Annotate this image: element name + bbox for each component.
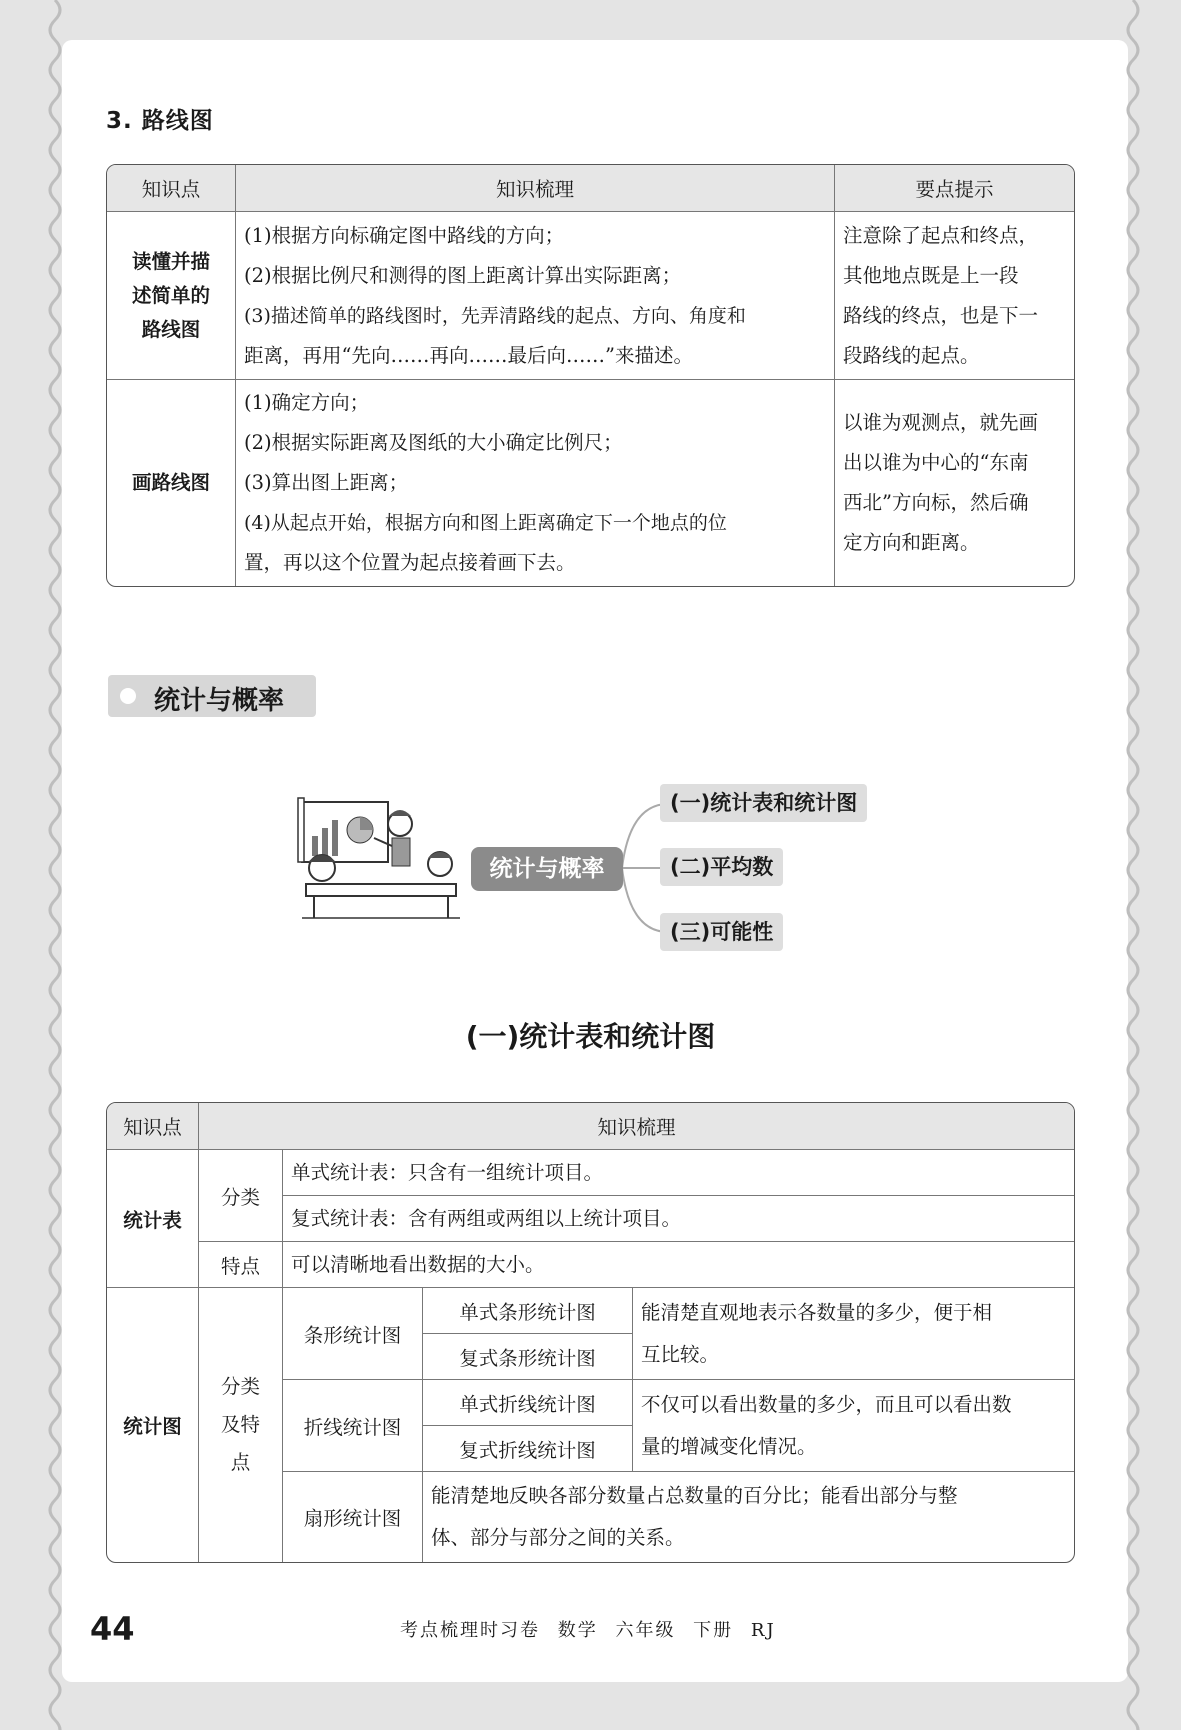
topic-read-route-map: 读懂并描 述简单的 路线图 [107,212,236,380]
statistics-table [106,1102,1075,1563]
single-table-desc: 单式统计表：只含有一组统计项目。 [283,1150,1074,1196]
header-key-tips: 要点提示 [835,165,1074,212]
tips-draw-route-map: 以谁为观测点，就先画 出以谁为中心的“东南 西北”方向标，然后确 定方向和距离。 [843,411,1039,554]
route-map-table [106,164,1075,587]
header-knowledge-summary: 知识梳理 [236,165,835,212]
mindmap-branch-tables-charts: (一)统计表和统计图 [660,784,867,822]
pie-chart-label: 扇形统计图 [283,1472,423,1562]
compound-table-desc: 复式统计表：含有两组或两组以上统计项目。 [283,1196,1074,1242]
mindmap-branch-average: (二)平均数 [660,848,783,886]
stat-chart-label: 统计图 [107,1288,199,1562]
page-number: 44 [90,1610,135,1648]
line-chart-desc: 不仅可以看出数量的多少，而且可以看出数 量的增减变化情况。 [633,1380,1074,1472]
compound-bar-chart: 复式条形统计图 [423,1334,633,1380]
statistics-probability-heading: 统计与概率 [108,675,316,717]
pie-chart-desc: 能清楚地反映各部分数量占总数量的百分比；能看出部分与整 体、部分与部分之间的关系。 [431,1484,958,1549]
category-feature-label: 分类 及特 点 [199,1288,283,1562]
points-draw-route-map: (1)确定方向； (2)根据实际距离及图纸的大小确定比例尺； (3)算出图上距离； (4)从起点开始，根据方向和图上距离确定下一个地点的位 置，再以这个位置为起点接着画下去。 [236,380,835,586]
section-title-route-map: 3. 路线图 [106,108,214,134]
compound-line-chart: 复式折线统计图 [423,1426,633,1472]
subsection-title: (一)统计表和统计图 [465,1020,716,1053]
header-knowledge-point: 知识点 [107,165,236,212]
points-read-route-map: (1)根据方向标确定图中路线的方向； (2)根据比例尺和测得的图上距离计算出实际距离； (3)描述简单的路线图时，先弄清路线的起点、方向、角度和 距离，再用“先向……再向……最后向……”来描述。 [236,212,835,380]
single-line-chart: 单式折线统计图 [423,1380,633,1426]
stat-table-label: 统计表 [107,1150,199,1288]
bullet-dot-icon [120,688,136,704]
header-knowledge-summary: 知识梳理 [199,1103,1074,1150]
feature-label: 特点 [199,1242,283,1288]
wavy-border-left [40,0,70,1730]
classroom-illustration [292,796,462,926]
wavy-border-right [1118,0,1148,1730]
category-label: 分类 [199,1150,283,1242]
tips-read-route-map: 注意除了起点和终点， 其他地点既是上一段 路线的终点，也是下一 段路线的起点。 [835,212,1074,380]
header-knowledge-point: 知识点 [107,1103,199,1150]
single-bar-chart: 单式条形统计图 [423,1288,633,1334]
bar-chart-label: 条形统计图 [283,1288,423,1380]
topic-draw-route-map: 画路线图 [107,380,236,586]
feature-desc: 可以清晰地看出数据的大小。 [283,1242,1074,1288]
mindmap-center-node: 统计与概率 [471,847,623,891]
bar-chart-desc: 能清楚直观地表示各数量的多少，便于相 互比较。 [633,1288,1074,1380]
mindmap-branch-possibility: (三)可能性 [660,913,783,951]
book-info: 考点梳理时习卷 数学 六年级 下册 RJ [400,1620,776,1641]
line-chart-label: 折线统计图 [283,1380,423,1472]
